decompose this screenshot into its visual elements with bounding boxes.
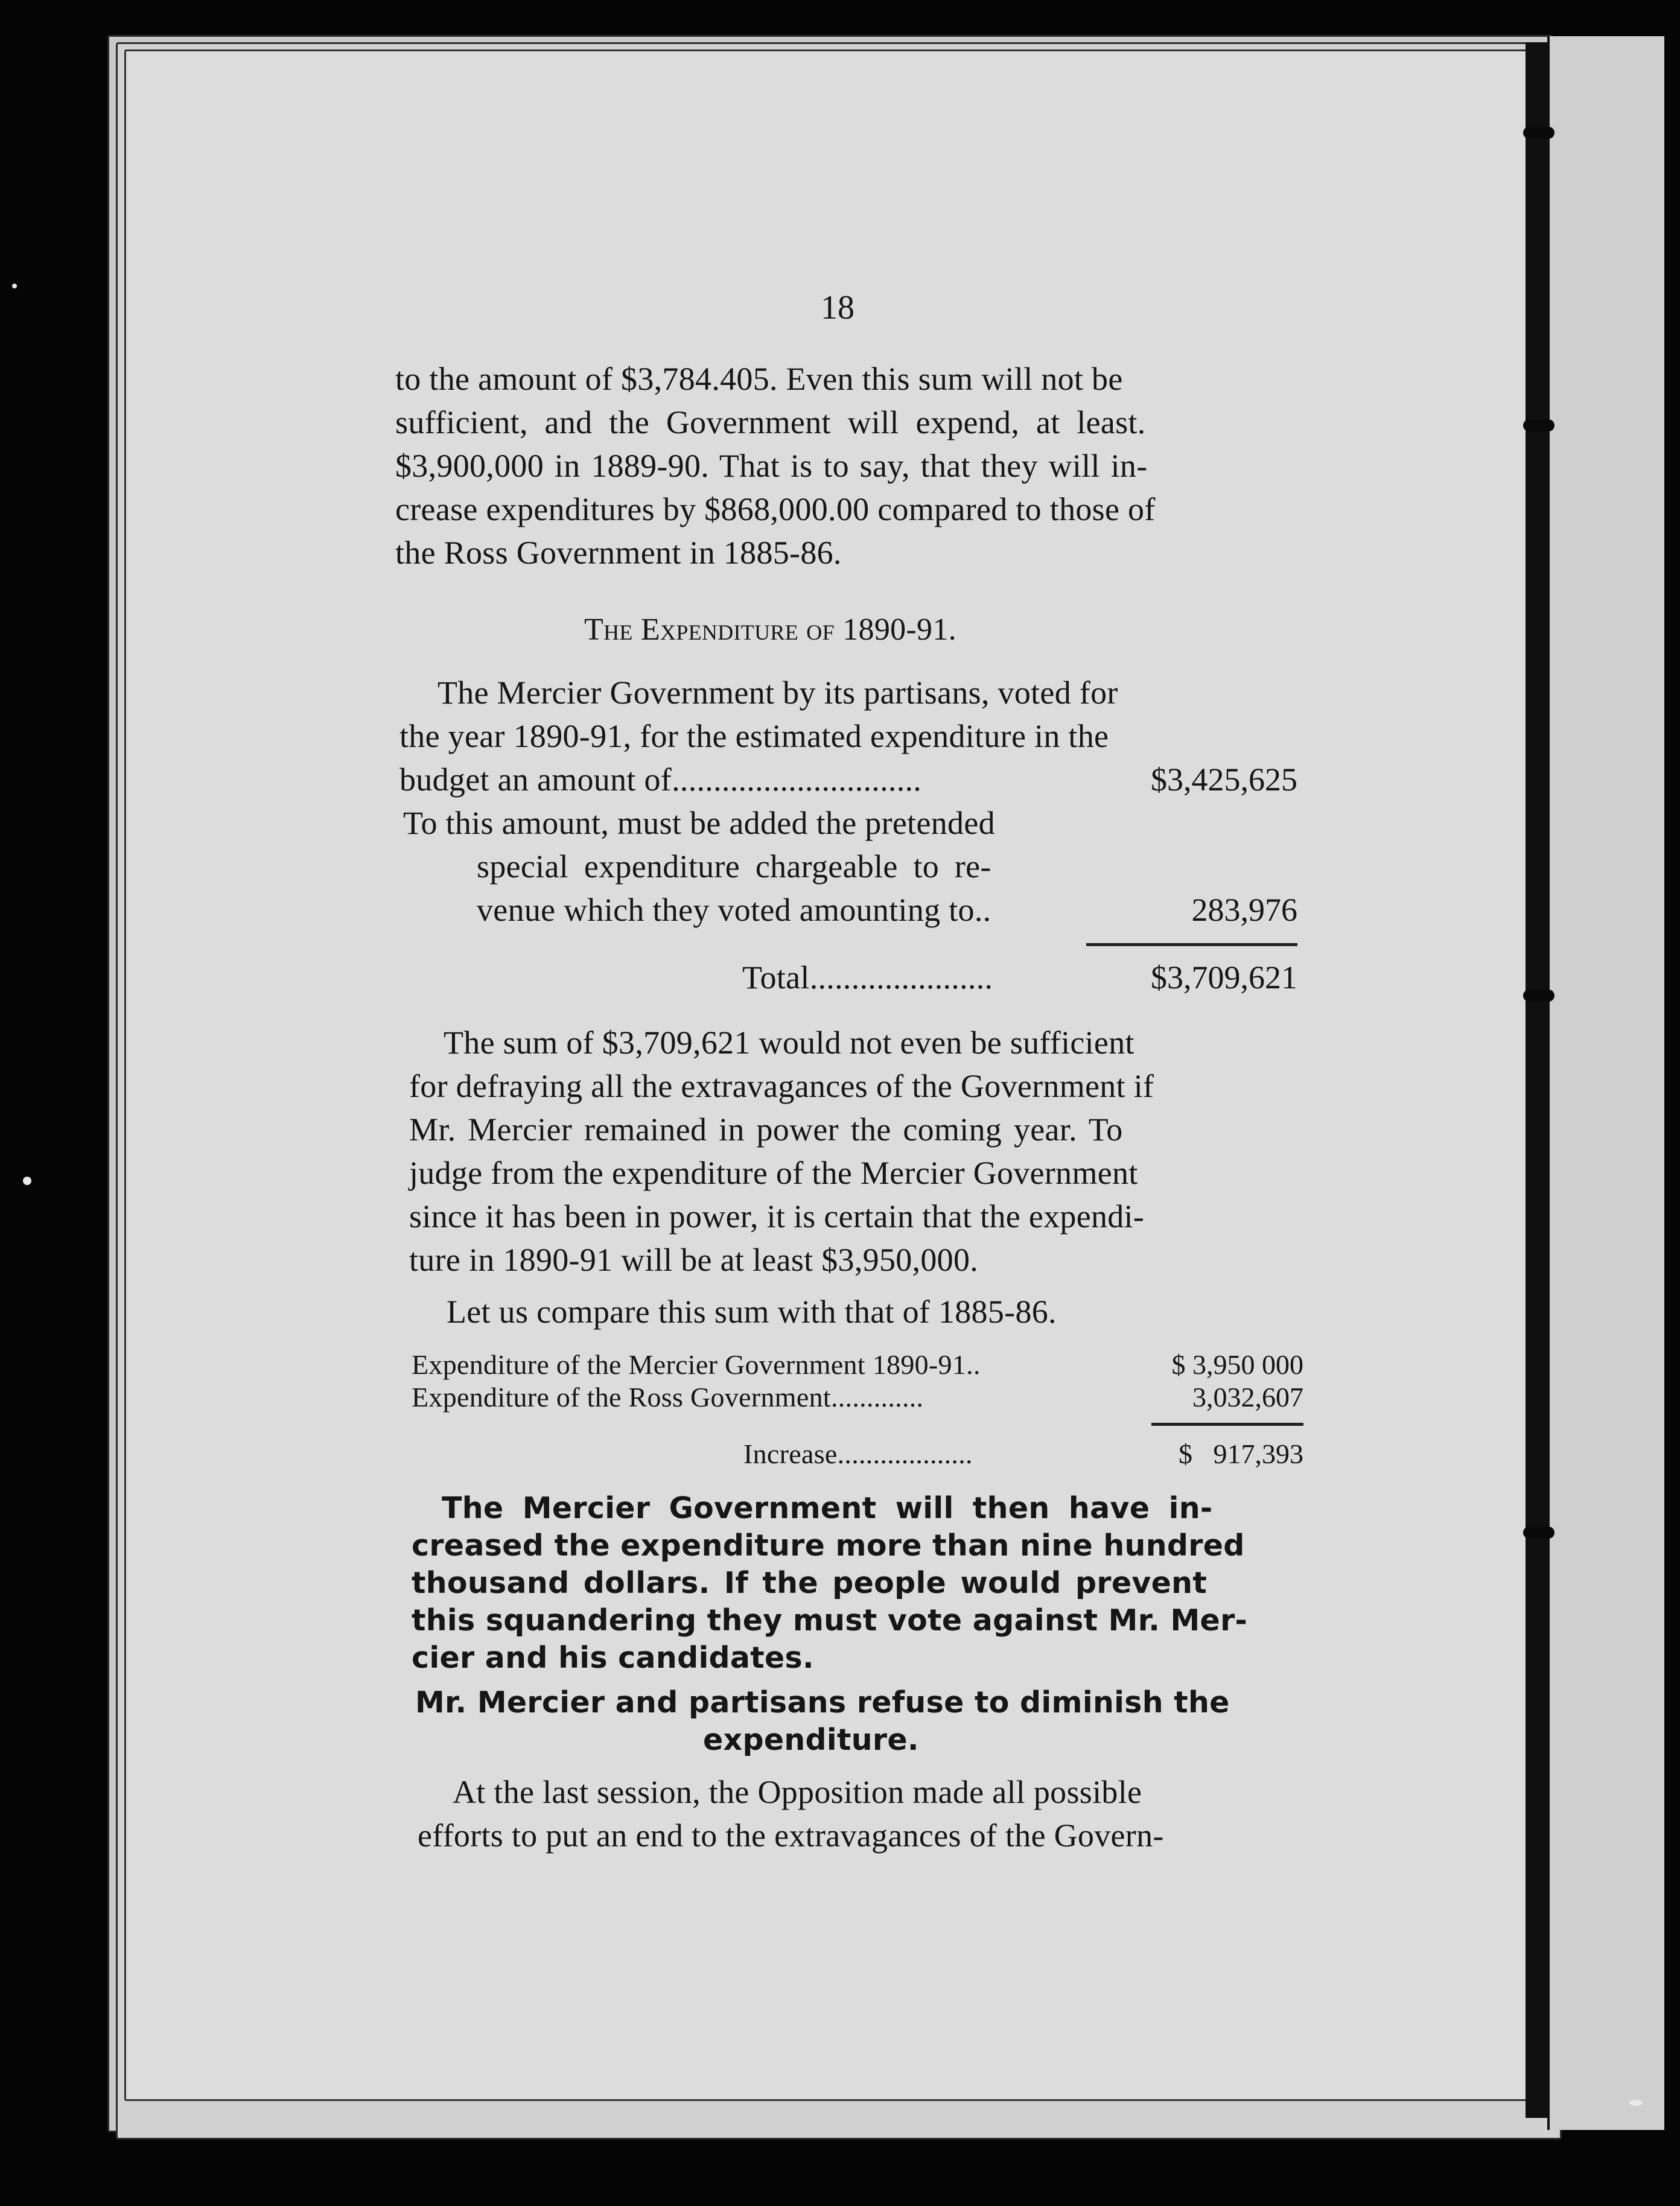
text-line: venue which they voted amounting to.. [477, 892, 991, 928]
text-line: Let us compare this sum with that of 1885-86. [447, 1294, 1057, 1330]
scan-speck [12, 284, 17, 288]
text-line: efforts to put an end to the extravagances of the Govern- [418, 1817, 1164, 1854]
text-line: $3,900,000 in 1889-90. That is to say, that they will in- [395, 448, 1148, 484]
sum-rule [1086, 943, 1297, 946]
comparison-label: Expenditure of the Ross Government............. [412, 1382, 924, 1413]
budget-label: budget an amount of.............................. [399, 761, 922, 798]
scan-speck [1629, 2100, 1643, 2106]
bold-subheading: expenditure. [703, 1723, 919, 1757]
text-line: to the amount of $3,784.405. Even this sum will not be [395, 361, 1123, 397]
text-line: To this amount, must be added the pretended [403, 805, 995, 841]
bold-line: cier and his candidates. [412, 1641, 814, 1675]
page-number: 18 [821, 289, 854, 326]
text-line: the Ross Government in 1885-86. [395, 535, 842, 571]
bold-line: thousand dollars. If the people would prevent [412, 1566, 1208, 1600]
heading-title: The Expenditure of [584, 612, 835, 647]
budget-amount: $3,425,625 [1151, 761, 1297, 798]
text-line: special expenditure chargeable to re- [477, 848, 991, 885]
total-amount: $3,709,621 [1151, 959, 1297, 996]
text-line: since it has been in power, it is certain that the expendi- [409, 1198, 1145, 1235]
increase-amount: $ 917,393 [1179, 1438, 1303, 1469]
text-line: Mr. Mercier remained in power the coming year. To [409, 1111, 1123, 1148]
text-line: for defraying all the extravagances of the Government if [409, 1068, 1154, 1104]
bold-line: The Mercier Government will then have in- [442, 1491, 1213, 1525]
text-line: sufficient, and the Government will expend, at least. [395, 404, 1146, 440]
text-line: ture in 1890-91 will be at least $3,950,000. [409, 1242, 979, 1278]
increase-label: Increase................... [743, 1438, 973, 1469]
text-line: The Mercier Government by its partisans, voted for [438, 675, 1118, 711]
bold-subheading: Mr. Mercier and partisans refuse to diminish the [415, 1685, 1230, 1720]
heading-year: 1890-91. [842, 612, 956, 647]
total-label: Total...................... [742, 959, 993, 996]
text-line: judge from the expenditure of the Mercier Government [409, 1155, 1138, 1191]
comparison-amount: $ 3,950 000 [1171, 1349, 1303, 1380]
text-line: The sum of $3,709,621 would not even be sufficient [444, 1025, 1134, 1061]
text-line: the year 1890-91, for the estimated expenditure in the [399, 718, 1109, 754]
special-amount: 283,976 [1191, 892, 1297, 928]
section-heading [584, 611, 956, 649]
comparison-label: Expenditure of the Mercier Government 1890-91.. [412, 1349, 981, 1380]
bold-line: creased the expenditure more than nine hundred [412, 1528, 1245, 1563]
sum-rule [1151, 1423, 1303, 1426]
text-line: crease expenditures by $868,000.00 compared to those of [395, 491, 1156, 527]
comparison-amount: 3,032,607 [1192, 1382, 1303, 1413]
text-line: At the last session, the Opposition made all possible [453, 1774, 1142, 1810]
bold-line: this squandering they must vote against Mr. Mer- [412, 1603, 1248, 1638]
scan-speck [23, 1177, 31, 1185]
